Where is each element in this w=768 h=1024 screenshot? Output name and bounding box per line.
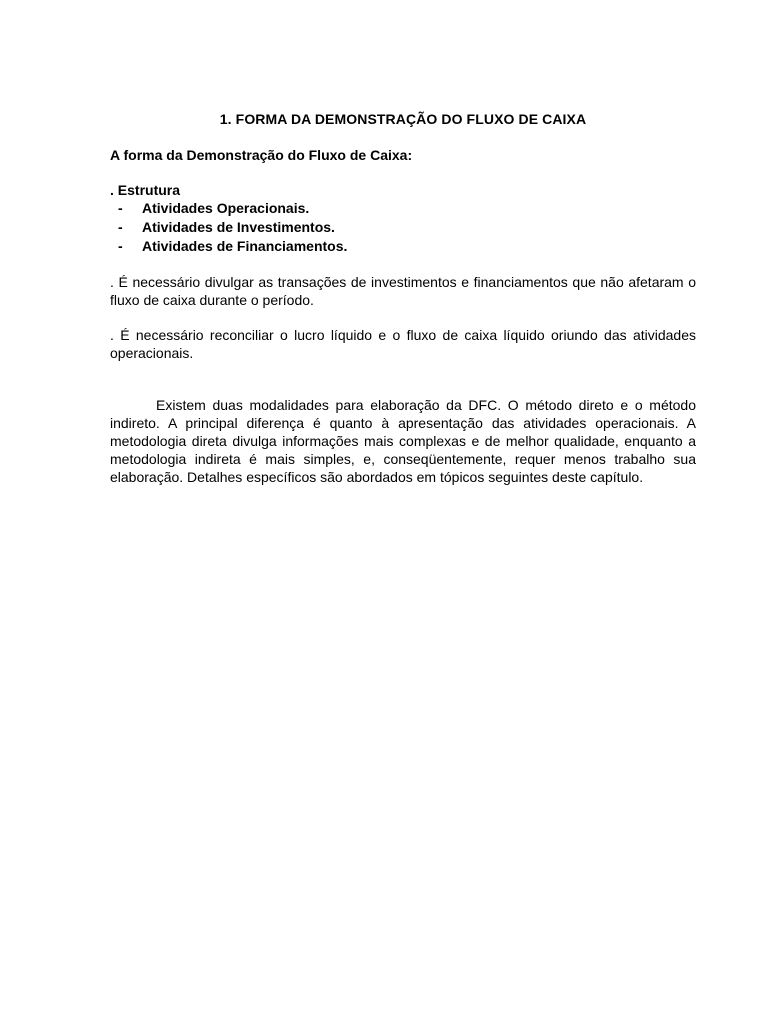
list-dash: -	[118, 238, 123, 254]
structure-item-label: Atividades de Financiamentos.	[142, 238, 348, 254]
structure-item-label: Atividades de Investimentos.	[142, 219, 335, 235]
note-disclosure: . É necessário divulgar as transações de investimentos e financiamentos que não afetaram o fluxo de caixa durante o período.	[110, 274, 696, 308]
structure-item-label: Atividades Operacionais.	[142, 200, 310, 216]
structure-item-investments	[110, 218, 696, 237]
document-page	[110, 110, 696, 503]
structure-item-operational	[110, 199, 696, 218]
structure-list	[110, 199, 696, 256]
section-subtitle: A forma da Demonstração do Fluxo de Caixa:	[110, 147, 413, 163]
list-dash: -	[118, 219, 123, 235]
structure-heading: . Estrutura	[110, 182, 181, 198]
note-reconciliation: . É necessário reconciliar o lucro líquido e o fluxo de caixa líquido oriundo das atividades operacionais.	[110, 327, 696, 361]
list-dash: -	[118, 200, 123, 216]
document-title: 1. FORMA DA DEMONSTRAÇÃO DO FLUXO DE CAIXA	[219, 111, 587, 127]
body-paragraph: Existem duas modalidades para elaboração da DFC. O método direto e o método indireto. A principal diferença é quanto à apresentação das atividades operacionais. A metodologia direta divulga informações mais complexas e de melhor qualidade, enquanto a metodologia indireta é mais simples, e, conseqüentemente, requer menos trabalho sua elaboração. Detalhes específicos são abordados em tópicos seguintes deste capítulo.	[110, 397, 696, 485]
structure-item-financing	[110, 237, 696, 256]
